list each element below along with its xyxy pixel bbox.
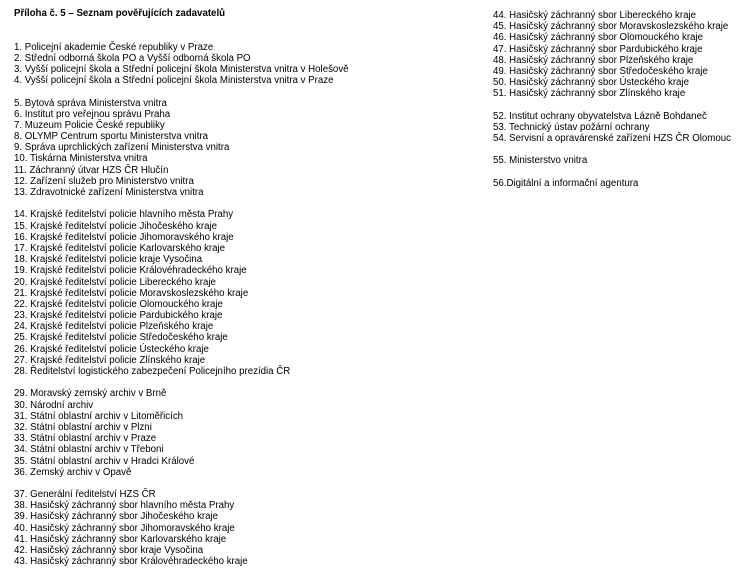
list-item: 21. Krajské ředitelství policie Moravskoslezského kraje — [14, 287, 249, 299]
list-group — [14, 98, 484, 199]
list-item: 33. Státní oblastní archiv v Praze — [14, 433, 157, 445]
list-item: 48. Hasičský záchranný sbor Plzeňského kraje — [493, 54, 694, 66]
list-item: 55. Ministerstvo vnitra — [493, 155, 588, 167]
list-item: 40. Hasičský záchranný sbor Jihomoravského kraje — [14, 522, 235, 534]
page-title: Příloha č. 5 – Seznam pověřujících zadavatelů — [14, 8, 226, 19]
right-column — [493, 10, 748, 189]
left-column — [14, 8, 484, 567]
list-item: 49. Hasičský záchranný sbor Středočeského kraje — [493, 65, 708, 77]
list-group — [14, 209, 484, 377]
list-item: 54. Servisní a opravárenské zařízení HZS ČR Olomouc — [493, 133, 731, 145]
list-item: 12. Zařízení služeb pro Ministerstvo vnitra — [14, 175, 194, 187]
list-item: 41. Hasičský záchranný sbor Karlovarského kraje — [14, 533, 227, 545]
list-item: 25. Krajské ředitelství policie Středočeského kraje — [14, 332, 228, 344]
list-item: 53. Technický ústav požární ochrany — [493, 121, 650, 133]
list-item: 19. Krajské ředitelství policie Královéhradeckého kraje — [14, 265, 247, 277]
list-item: 52. Institut ochrany obyvatelstva Lázně Bohdaneč — [493, 110, 707, 122]
list-item: 10. Tiskárna Ministerstva vnitra — [14, 153, 148, 165]
list-item: 3. Vyšší policejní škola a Střední policejní škola Ministerstva vnitra v Holešově — [14, 63, 349, 75]
list-item: 42. Hasičský záchranný sbor kraje Vysočina — [14, 545, 204, 557]
left-column-groups — [14, 42, 484, 568]
list-group — [14, 388, 484, 478]
list-group — [493, 178, 748, 189]
list-item: 47. Hasičský záchranný sbor Pardubického kraje — [493, 43, 703, 55]
list-item: 39. Hasičský záchranný sbor Jihočeského kraje — [14, 511, 219, 523]
list-item: 34. Státní oblastní archiv v Třeboni — [14, 444, 164, 456]
list-item: 11. Záchranný útvar HZS ČR Hlučín — [14, 164, 169, 176]
list-item: 43. Hasičský záchranný sbor Královéhradeckého kraje — [14, 556, 248, 568]
list-item: 28. Ředitelství logistického zabezpečení Policejního prezídia ČR — [14, 366, 291, 378]
list-group — [14, 42, 484, 87]
list-item: 17. Krajské ředitelství policie Karlovarského kraje — [14, 242, 226, 254]
list-item: 44. Hasičský záchranný sbor Libereckého kraje — [493, 10, 696, 21]
list-item: 36. Zemský archiv v Opavě — [14, 466, 132, 478]
list-item: 7. Muzeum Policie České republiky — [14, 119, 165, 131]
list-item: 1. Policejní akademie České republiky v Praze — [14, 41, 214, 53]
list-item: 6. Institut pro veřejnou správu Praha — [14, 108, 171, 120]
list-item: 23. Krajské ředitelství policie Pardubického kraje — [14, 310, 223, 322]
list-item: 4. Vyšší policejní škola a Střední policejní škola Ministerstva vnitra v Praze — [14, 75, 334, 87]
list-item: 13. Zdravotnické zařízení Ministerstva vnitra — [14, 187, 204, 199]
list-item: 22. Krajské ředitelství policie Olomouckého kraje — [14, 298, 223, 310]
list-item: 27. Krajské ředitelství policie Zlínského kraje — [14, 354, 206, 366]
list-item: 31. Státní oblastní archiv v Litoměřicích — [14, 410, 184, 422]
list-group — [493, 111, 748, 145]
list-item: 37. Generální ředitelství HZS ČR — [14, 489, 156, 501]
list-item: 32. Státní oblastní archiv v Plzni — [14, 421, 152, 433]
list-item: 46. Hasičský záchranný sbor Olomouckého kraje — [493, 32, 703, 44]
list-item: 24. Krajské ředitelství policie Plzeňského kraje — [14, 321, 214, 333]
list-item: 38. Hasičský záchranný sbor hlavního města Prahy — [14, 500, 235, 512]
list-item: 30. Národní archiv — [14, 399, 94, 411]
list-item: 50. Hasičský záchranný sbor Ústeckého kraje — [493, 77, 689, 89]
list-item: 14. Krajské ředitelství policie hlavního města Prahy — [14, 209, 234, 221]
list-group — [493, 10, 748, 100]
list-item: 15. Krajské ředitelství policie Jihočeského kraje — [14, 220, 217, 232]
list-item: 5. Bytová správa Ministerstva vnitra — [14, 97, 167, 109]
list-item: 35. Státní oblastní archiv v Hradci Králové — [14, 455, 195, 467]
list-item: 29. Moravský zemský archiv v Brně — [14, 388, 167, 400]
list-item: 20. Krajské ředitelství policie Libereckého kraje — [14, 276, 216, 288]
list-item: 51. Hasičský záchranný sbor Zlínského kraje — [493, 88, 686, 100]
list-item: 2. Střední odborná škola PO a Vyšší odborná škola PO — [14, 52, 251, 64]
list-item: 45. Hasičský záchranný sbor Moravskoslezského kraje — [493, 21, 729, 33]
list-group — [493, 155, 748, 166]
list-group — [14, 489, 484, 567]
list-item: 8. OLYMP Centrum sportu Ministerstva vnitra — [14, 131, 208, 143]
list-item: 16. Krajské ředitelství policie Jihomoravského kraje — [14, 231, 234, 243]
list-item: 18. Krajské ředitelství policie kraje Vysočina — [14, 254, 203, 266]
list-item: 56.Digitální a informační agentura — [493, 177, 639, 189]
list-item: 26. Krajské ředitelství policie Ústeckého kraje — [14, 343, 209, 355]
list-item: 9. Správa uprchlických zařízení Ministerstva vnitra — [14, 142, 230, 154]
